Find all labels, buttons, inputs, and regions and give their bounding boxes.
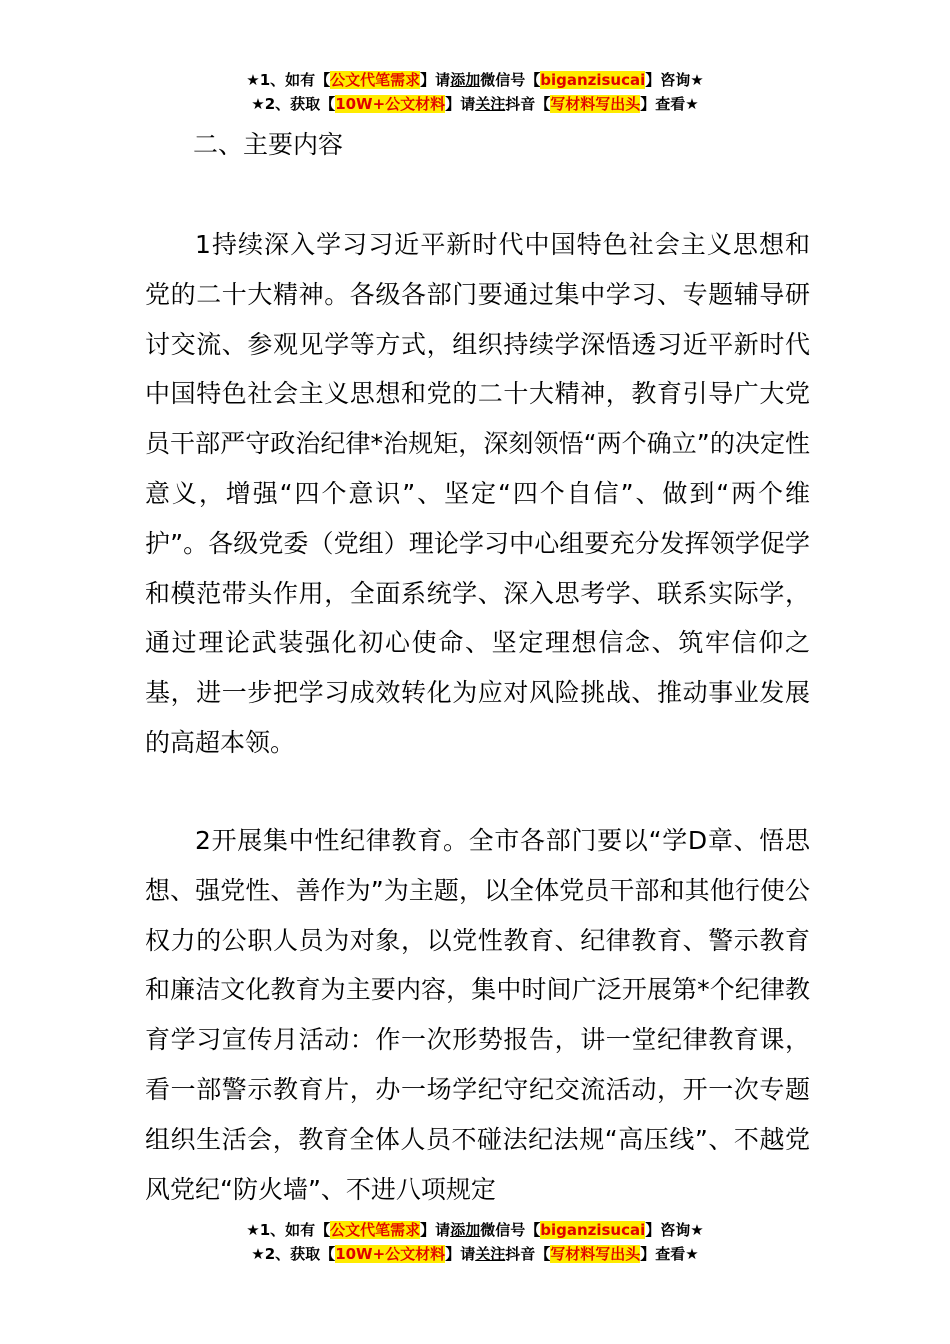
paragraph-2: 2开展集中性纪律教育。全市各部门要以“学D章、悟思想、强党性、善作为”为主题，以全体党员干部和其他行使公权力的公职人员为对象，以党性教育、纪律教育、警示教育和廉洁文化教育为主要内容，集中时间广泛开展第*个纪律教育学习宣传月活动：作一次形势报告，讲一堂纪律教育课，看一部警示教育片，办一场学纪守纪交流活动，开一次专题组织生活会，教育全体人员不碰法纪法规“高压线”、不越党风党纪“防火墙”、不进八项规定	[145, 826, 810, 1204]
top-banner	[0, 68, 950, 116]
banner-line-2: ★2、获取【10W+公文材料】请关注抖音【写材料写出头】查看★	[251, 1245, 699, 1263]
highlight-wechat-id: biganzisucai	[540, 1221, 646, 1239]
banner-line-1: ★1、如有【公文代笔需求】请添加微信号【biganzisucai】咨询★	[246, 1221, 704, 1239]
highlight-service: 公文代笔需求	[330, 1221, 421, 1239]
banner-line-1: ★1、如有【公文代笔需求】请添加微信号【biganzisucai】咨询★	[246, 71, 704, 89]
banner-line-2: ★2、获取【10W+公文材料】请关注抖音【写材料写出头】查看★	[251, 95, 699, 113]
section-heading: 二、主要内容	[193, 130, 344, 159]
paragraph-1: 1持续深入学习习近平新时代中国特色社会主义思想和党的二十大精神。各级各部门要通过集中学习、专题辅导研讨交流、参观见学等方式，组织持续学深悟透习近平新时代中国特色社会主义思想和党的二十大精神，教育引导广大党员干部严守政治纪律*治规矩，深刻领悟“两个确立”的决定性意义，增强“四个意识”、坚定“四个自信”、做到“两个维护”。各级党委（党组）理论学习中心组要充分发挥领学促学和模范带头作用，全面系统学、深入思考学、联系实际学，通过理论武装强化初心使命、坚定理想信念、筑牢信仰之基，进一步把学习成效转化为应对风险挑战、推动事业发展的高超本领。	[145, 230, 810, 757]
highlight-service: 公文代笔需求	[330, 71, 421, 89]
highlight-materials: 10W+公文材料	[335, 95, 446, 113]
bottom-banner	[0, 1218, 950, 1266]
highlight-douyin-account: 写材料写出头	[550, 95, 641, 113]
highlight-wechat-id: biganzisucai	[540, 71, 646, 89]
highlight-materials: 10W+公文材料	[335, 1245, 446, 1263]
highlight-douyin-account: 写材料写出头	[550, 1245, 641, 1263]
